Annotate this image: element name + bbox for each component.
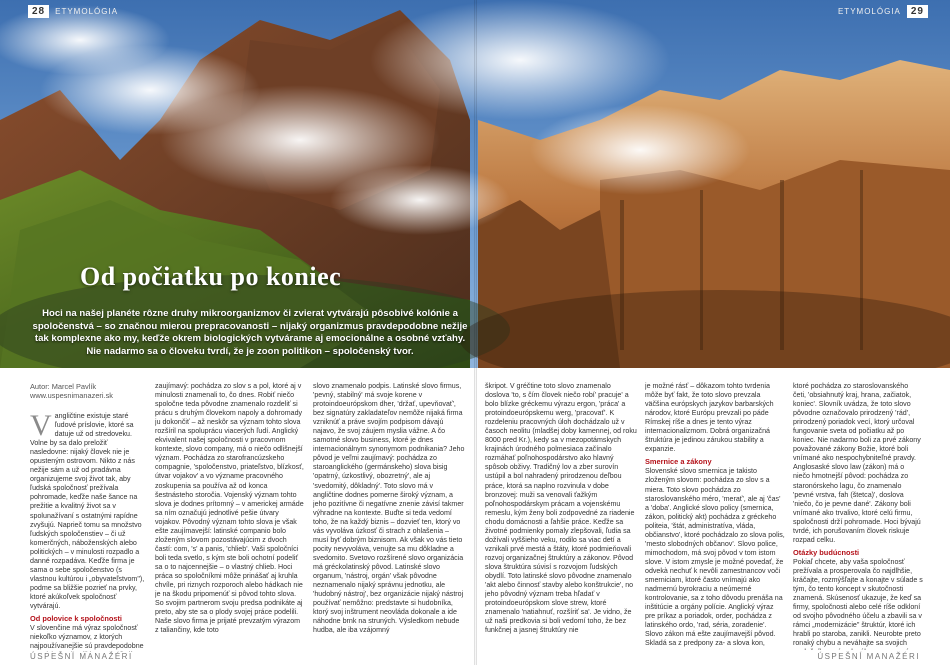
author-block	[30, 382, 113, 400]
article-title: Od počiatku po koniec	[80, 262, 342, 291]
right-page-number: 29	[907, 5, 928, 18]
left-section-label: ETYMOLÓGIA	[55, 7, 119, 16]
subheading-spolocnost: Od polovice k spoločnosti	[30, 614, 122, 624]
author-website: www.uspesnimanazeri.sk	[30, 391, 113, 400]
column-6-text-2-body: Pokiaľ chcete, aby vaša spoločnosť prežívala a prosperovala čo najdlhšie, kráčajte, rozmýšľajte a konajte v súlade s tým, čo tento koncept v skutočnosti znamená. Skúsenosť ukazuje, že keď sa firmy, spoločnosti alebo celé ríše odkloní od svojho pôvodného účelu a zbavili sa v rámci „modernizácie" štruktúr, ktoré ich hrabli po staroba, zanikli. Neurobte preto ronaký chybu a neváhajte sa svojich	[793, 557, 923, 648]
column-6	[793, 382, 923, 650]
column-2-text: zaujímavý: pochádza zo slov s a pol, ktoré aj v minulosti znamenali to, čo dnes. Robiť niečo spoločne teda pôvodne znamenalo rozdeliť si prácu s druhým človekom napoly a dohromady ju dokončiť – až neskôr sa význam tohto slova rozšíril na spoluprácu viacerých ľudí. Anglický ekvivalent našej spoločnosti v pracovnom kontexte, slovo company, má o niečo odlišnejší význam. Pochádza zo starofrancúzskeho compagnie, 'spoločenstvo, priateľstvo, blízkosť, útvar vojakov' a vo význame pracovného zoskupenia sa používa až od konca šestnásteho storočia. Vojenský význam tohto slova je dodnes prítomný – v americkej armáde sa ním označujú jednotlivé pešie útvary vojakov. Pôvodný význam tohto slova je však ešte zaujímavejší: latinské companio bolo zloženým slovom pozostávajúcim z dvoch častí: com, 's' a panis, 'chlieb'. Vaši spoločníci boli teda svetlo, s kým ste boli ochotní podeliť sa o to najcennejšie – o vlastný chlieb. Hoci práca so spoločníkmi môže prinášať aj kruhla chvíle, pri riznych rozporoch alebo hádkach nie je na škodu pripomenúť si pôvod tohto slova. So svojim partnerom svoju predsa podnikáte aj preto, aby ste sa o plody svojej práce podelili. Naše slovo firma je prijaté prevzatým výrazom z taliančiny, kde toto	[155, 382, 304, 635]
column-1-text-2: V slovenčine má výraz spoločnosť niekoľko významov, z ktorých najpoužívanejšie sú pravdepodobne	[30, 624, 144, 651]
article-lead: Hoci na našej planéte rôzne druhy mikroorganizmov či zvierat vytvárajú pôsobivé kolónie a spoločenstvá – so značnou mierou prepracovanosti – nijaký organizmus pravdepodobne nežije tak komplexne ako my, keďže okrem biologických vytvárame aj emocionálne a osobné vzťahy. Nie nadarmo sa o človeku tvrdí, že je zoon politikon – spoločenský tvor.	[32, 308, 468, 357]
drop-cap: V	[30, 412, 52, 442]
author-name: Autor: Marcel Pavlík	[30, 382, 97, 391]
column-4	[485, 382, 637, 650]
left-page-number: 28	[28, 5, 49, 18]
column-5	[645, 382, 785, 650]
right-section-label: ETYMOLÓGIA	[837, 7, 901, 16]
column-3-text: slovo znamenalo podpis. Latinské slovo firmus, 'pevný, stabilný' má svoje korene v protoindoeurópskom dher, 'držať, upevňovať', bez signatúry zakladateľov nemôže nijaká firma vzniknúť a práve svojím podpisom dávajú najavo, že svoj záujem myslia vážne. A čo samotné slovo business, ktoré je dnes internacionálnym synonymom podnikania? Jeho pôvod je veľmi zaujímavý: pochádza zo staroanglického (germánskeho) slova bisig 'opatrný, úzkostlivý, obozretný', ale aj 'svedomitý, dôkladný'. Toto slovo má v angličtine dodnes pomerne široký význam, a jeho pozitívne či negatívne znenie závisí takmer výhradne na kontexte. Buďte si teda vedomí toho, že na každý biznis – dozvieť ten, ktorý vo vás vyvoláva úzkosť či strach z ohlašenia – musí byť dobrým biznisom. Ak však vo vás tieto pocity nevyvoláva, venujte sa mu dôkladne a svedomito. Svetovo rozšírené slovo organizácia má gréckolatinský pôvod. Latinské slovo organum, 'nástroj, orgán' však pôvodne neznamenalo nijaký správnu jednotku, ale 'hudobný nástroj', bez organizácie nijaký nástroj používať nemôžno: predstavte si hudobníka, ktorý svoj inštrument neovláda dokonale a ide náhodne brnk na struných. Výsledkom nebude hudba, ale iba vzájomný	[313, 382, 465, 635]
subheading-buducnost: Otázky budúcnosti	[793, 547, 860, 557]
column-4-text: škripot. V gréčtine toto slovo znamenalo doslova 'to, s čím človek niečo robí' pracuje' a bolo blízke gréckemu výrazu ergon, 'práca' a protoindoeurópskemu werg, 'pracovať'. K rozdeleniu pracovných úloh dochádzalo už v časoch neolitu (mladšej doby kamennej, od roku 8000 pred Kr.), kedy sa v mezopotámskych krajinách úrodného polmesiaca začínalo rozmáhať poľnohospodárstvo ako hlavný spôsob obživy. Tradičný lov a zber surovín ustúpil a bol nahradený prirodzenou deľbou práce, ktorá sa naplno rozvinula v dobe bronzovej: muži sa venovali ťažkým poľnohospodárskym prácam a vojenskému remeslu, kým ženy boli zodpovedné za riadenie chodu domácnosti a ľahšie práce. Keďže sa životné podmienky pomaly zlepšovali, ľudia sa dožívali vyššieho veku, rodilo sa viac detí a vznikali prvé mestá a štáty, ktoré podmieňovali rozvoj organizačnej štruktúry a zákonov. Pôvod slova štruktúra súvisí s rozvojom ľudských obydlí. Toto latinské slovo pôvodne znamenalo 'akt alebo činnosť stavby alebo konštrukcie', no jeho pôvodný význam treba hľadať v protoindoeurópskom slove strew, ktoré znamenalo 'natiahnuť, rozšíriť sa'. Je vidno, že už naši predkovia si boli vedomí toho, že bez funkčnej a jasnej štruktúry nie	[485, 382, 637, 635]
column-5-text-2: Slovenské slovo smernica je takisto zloženým slovom: pochádza zo slov s a miera. Toto slovo pochádza zo staroslovanského méro, 'merať', ale aj 'čas' a 'doba'. Anglické slovo policy (smernica, zákon, politický akt) pochádza z gréckeho politeia, 'štát, administratíva, vláda, občianstvo', ktoré pochádzalo zo slova polis, 'mesto slobodných občanov'. Slovo police, mimochodom, má svoj pôvod v tom istom slove. V istom zmysle je možné povedať, že odvekà nechuť k nevôli zamestnancov voči smerniciam, ktoré často vnímajú ako nadmernú byrokraciu a neúmerné kontrolovanie, sa z toho dôvodu prenáša na inštitúcie a orgány polície. Anglický výraz pre príkaz a poriadok, order, pochádza z latinského ordo, 'rad, séria, zoradenie'. Slovo zákon má ešte zaujímavejší pôvod. Skladá sa z predpony za- a slova kon,	[645, 467, 785, 648]
column-1-text: angličtine existuje staré ľudové príslovie, ktoré sa datuje už od stredoveku. Volne by sa dalo preložiť nasledovne: nijaký človek nie je opusteným ostrovom. Nikto z nás nežije sám a už od pradávna organizujeme svoj život tak, aby ľudská spoločnosť prežívala pohromade, keďže naše šance na prežitie a kvalitný život sa v spolunažívaní s ostatnými rapídne zvyšujú. Naprieč tomu sa množstvo ľudských spoločenstiev – či už komerčných, náboženských alebo politických – v minulosti rozpadlo a danné rozpadáva. Keďže firma je sama o sebe spoločenstvo (s vlastnou kultúrou i „obyvateľstvom"), podme sa bližšie pozrieť na prvky, ktoré akúkoľvek spoločnosť vytvárajú.	[30, 412, 145, 610]
column-5-text: je možné rásť – dôkazom tohto tvrdenia môže byť fakt, že toto slovo prevzala väčšina európskych jazykov barbarských národov, ktoré Európu prevzali po páde Rímskej ríše a dnes je tento výraz internacionalizmom. Dobrá organizačná štruktúra je jedinou zárukou stability a expanzie.	[645, 382, 774, 454]
column-6-text: ktoré pochádza zo staroslovanského četi, 'obsiahnutý kraj, hrana, začiatok, koniec'. Slovník uvádza, že toto slovo pôvodne označovalo prirodzený 'rád', prirodzený poriadok vecí, ktorý určoval fungovanie sveta od počiatku až po koniec. Nie nadarmo boli za prvé zákony považované zákony Božie, ktoré boli vnímané ako nespochybniteľné pravdy. Anglosaské slovo law (zákon) má o niečo hmotnejší pôvod: pochádza zo staronórskeho lagu, čo znamenalo 'pevné vrstva, fah (štetca)', doslova 'niečo, čo je pevne dané'. Zákony boli vnímané ako trvalivo, ktoré celú firmu, spoločnosti drží pohromade. Hoci bývajú tvrdé, ich porušovaním človek riskuje rozpad celku.	[793, 382, 921, 544]
right-footer: ÚSPEŠNÍ MANAŽÉRI	[817, 652, 920, 661]
subheading-smernice: Smernice a zákony	[645, 457, 712, 467]
column-2	[155, 382, 305, 650]
column-1	[30, 412, 147, 652]
left-folio	[28, 5, 118, 18]
page-gutter	[474, 0, 477, 665]
right-folio	[838, 5, 928, 18]
column-1-body	[30, 412, 147, 611]
column-3	[313, 382, 465, 650]
column-6-text-2	[793, 558, 923, 650]
left-footer: ÚSPEŠNÍ MANAŽÉRI	[30, 652, 133, 661]
